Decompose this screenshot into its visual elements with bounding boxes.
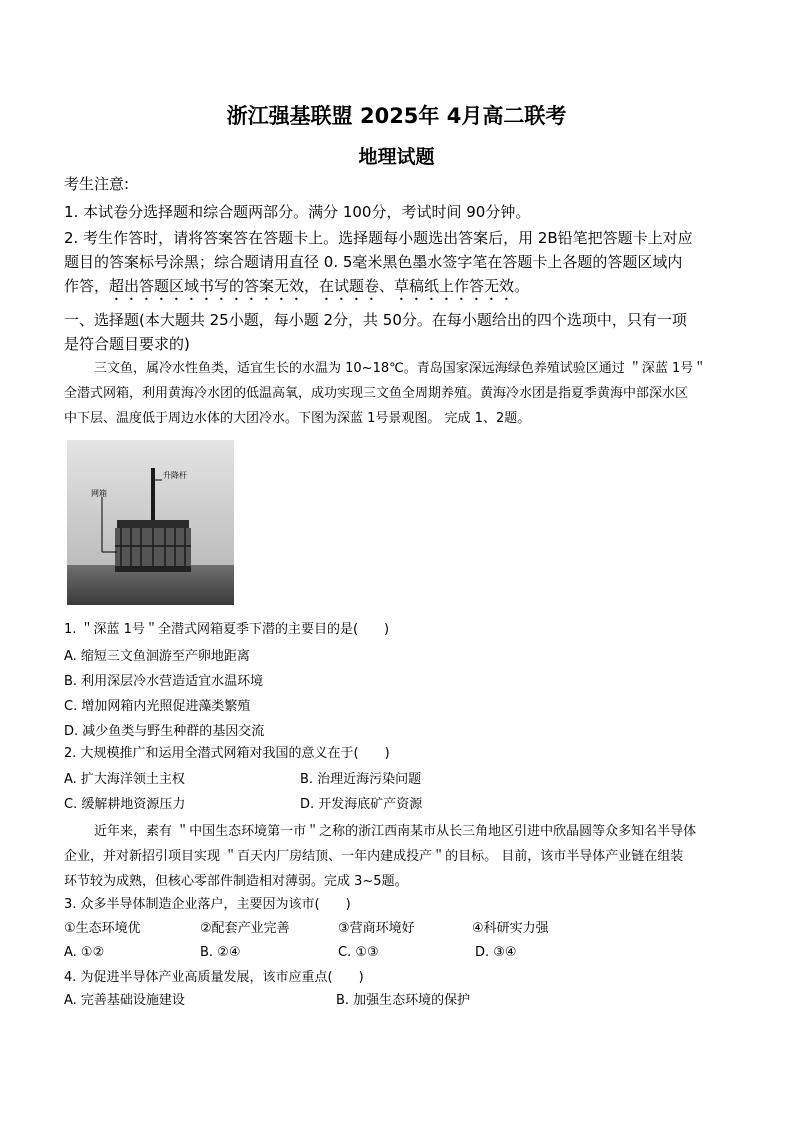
question-3-option-a: A. ①② bbox=[64, 945, 105, 960]
net-cage-label: 网箱 bbox=[91, 489, 107, 498]
question-2-option-d: D. 开发海底矿产资源 bbox=[300, 797, 423, 812]
lift-rod-label: 升降杆 bbox=[163, 471, 187, 480]
notice-item-2-line-2: 题目的答案标号涂黑；综合题请用直径 0. 5毫米黑色墨水签字笔在答题卡上各题的答题区域内 bbox=[64, 253, 683, 271]
question-3-stem: 3. 众多半导体制造企业落户，主要因为该市( ) bbox=[64, 897, 351, 912]
passage-2-line-1: 近年来，素有 ＂中国生态环境第一市＂之称的浙江西南某市从长三角地区引进中欣晶圆等众多知名半导体 bbox=[94, 824, 697, 839]
notice-item-2-line-3 bbox=[64, 274, 529, 304]
notice-emphasis-1: 超出答题区域书写的答案无效 bbox=[109, 277, 305, 295]
passage-1-line-1: 三文鱼，属冷水性鱼类，适宜生长的水温为 10~18℃。青岛国家深远海绿色养殖试验区通过 ＂深蓝 1号＂ bbox=[94, 361, 707, 376]
notice-text: ， bbox=[304, 277, 320, 295]
notice-emphasis-2: 在试题卷、草稿纸上作答无效 bbox=[319, 277, 515, 295]
question-3-statement-3: ③营商环境好 bbox=[338, 921, 415, 936]
passage-2-line-2: 企业，并对新招引项目实现 ＂百天内厂房结顶、一年内建成投产＂的目标。 目前，该市半导体产业链在组装 bbox=[64, 849, 684, 864]
question-2-stem: 2. 大规模推广和运用全潜式网箱对我国的意义在于( ) bbox=[64, 746, 390, 761]
question-1-option-b: B. 利用深层冷水营造适宜水温环境 bbox=[64, 674, 264, 689]
question-2-option-a: A. 扩大海洋领土主权 bbox=[64, 772, 185, 787]
notice-heading: 考生注意: bbox=[64, 175, 130, 193]
question-2-option-b: B. 治理近海污染问题 bbox=[300, 772, 422, 787]
question-3-statement-2: ②配套产业完善 bbox=[200, 921, 290, 936]
question-1-option-d: D. 减少鱼类与野生种群的基因交流 bbox=[64, 724, 265, 739]
question-3-option-c: C. ①③ bbox=[338, 945, 379, 960]
page-subtitle: 地理试题 bbox=[358, 146, 435, 168]
section-heading-line-2: 是符合题目要求的) bbox=[64, 335, 190, 353]
deep-blue-1-figure bbox=[67, 440, 234, 605]
question-2-option-c: C. 缓解耕地资源压力 bbox=[64, 797, 186, 812]
question-4-option-a: A. 完善基础设施建设 bbox=[64, 993, 185, 1008]
passage-2-line-3: 环节较为成熟，但核心零部件制造相对薄弱。完成 3~5题。 bbox=[64, 874, 408, 889]
question-3-statement-1: ①生态环境优 bbox=[64, 921, 141, 936]
notice-text: 作答， bbox=[64, 277, 110, 295]
net-cage-illustration bbox=[67, 440, 234, 605]
passage-1-line-3: 中下层、温度低于周边水体的大团冷水。下图为深蓝 1号景观图。 完成 1、2题。 bbox=[64, 411, 531, 426]
question-4-stem: 4. 为促进半导体产业高质量发展，该市应重点( ) bbox=[64, 970, 364, 985]
section-heading-line-1: 一、选择题(本大题共 25小题，每小题 2分，共 50分。在每小题给出的四个选项中，只有一项 bbox=[64, 311, 687, 329]
page-title: 浙江强基联盟 2025年 4月高二联考 bbox=[226, 104, 567, 128]
notice-item-2-line-1: 2. 考生作答时，请将答案答在答题卡上。选择题每小题选出答案后，用 2B铅笔把答题卡上对应 bbox=[64, 229, 693, 247]
question-3-option-d: D. ③④ bbox=[475, 945, 517, 960]
question-4-option-b: B. 加强生态环境的保护 bbox=[336, 993, 471, 1008]
notice-text: 。 bbox=[514, 277, 530, 295]
question-1-stem: 1. ＂深蓝 1号＂全潜式网箱夏季下潜的主要目的是( ) bbox=[64, 622, 390, 637]
question-1-option-a: A. 缩短三文鱼洄游至产卵地距离 bbox=[64, 649, 250, 664]
notice-item-1: 1. 本试卷分选择题和综合题两部分。满分 100分，考试时间 90分钟。 bbox=[64, 203, 531, 221]
question-3-statement-4: ④科研实力强 bbox=[472, 921, 549, 936]
question-3-option-b: B. ②④ bbox=[200, 945, 241, 960]
question-1-option-c: C. 增加网箱内光照促进藻类繁殖 bbox=[64, 699, 251, 714]
passage-1-line-2: 全潜式网箱，利用黄海冷水团的低温高氧，成功实现三文鱼全周期养殖。黄海冷水团是指夏季黄海中部深水区 bbox=[64, 386, 689, 401]
